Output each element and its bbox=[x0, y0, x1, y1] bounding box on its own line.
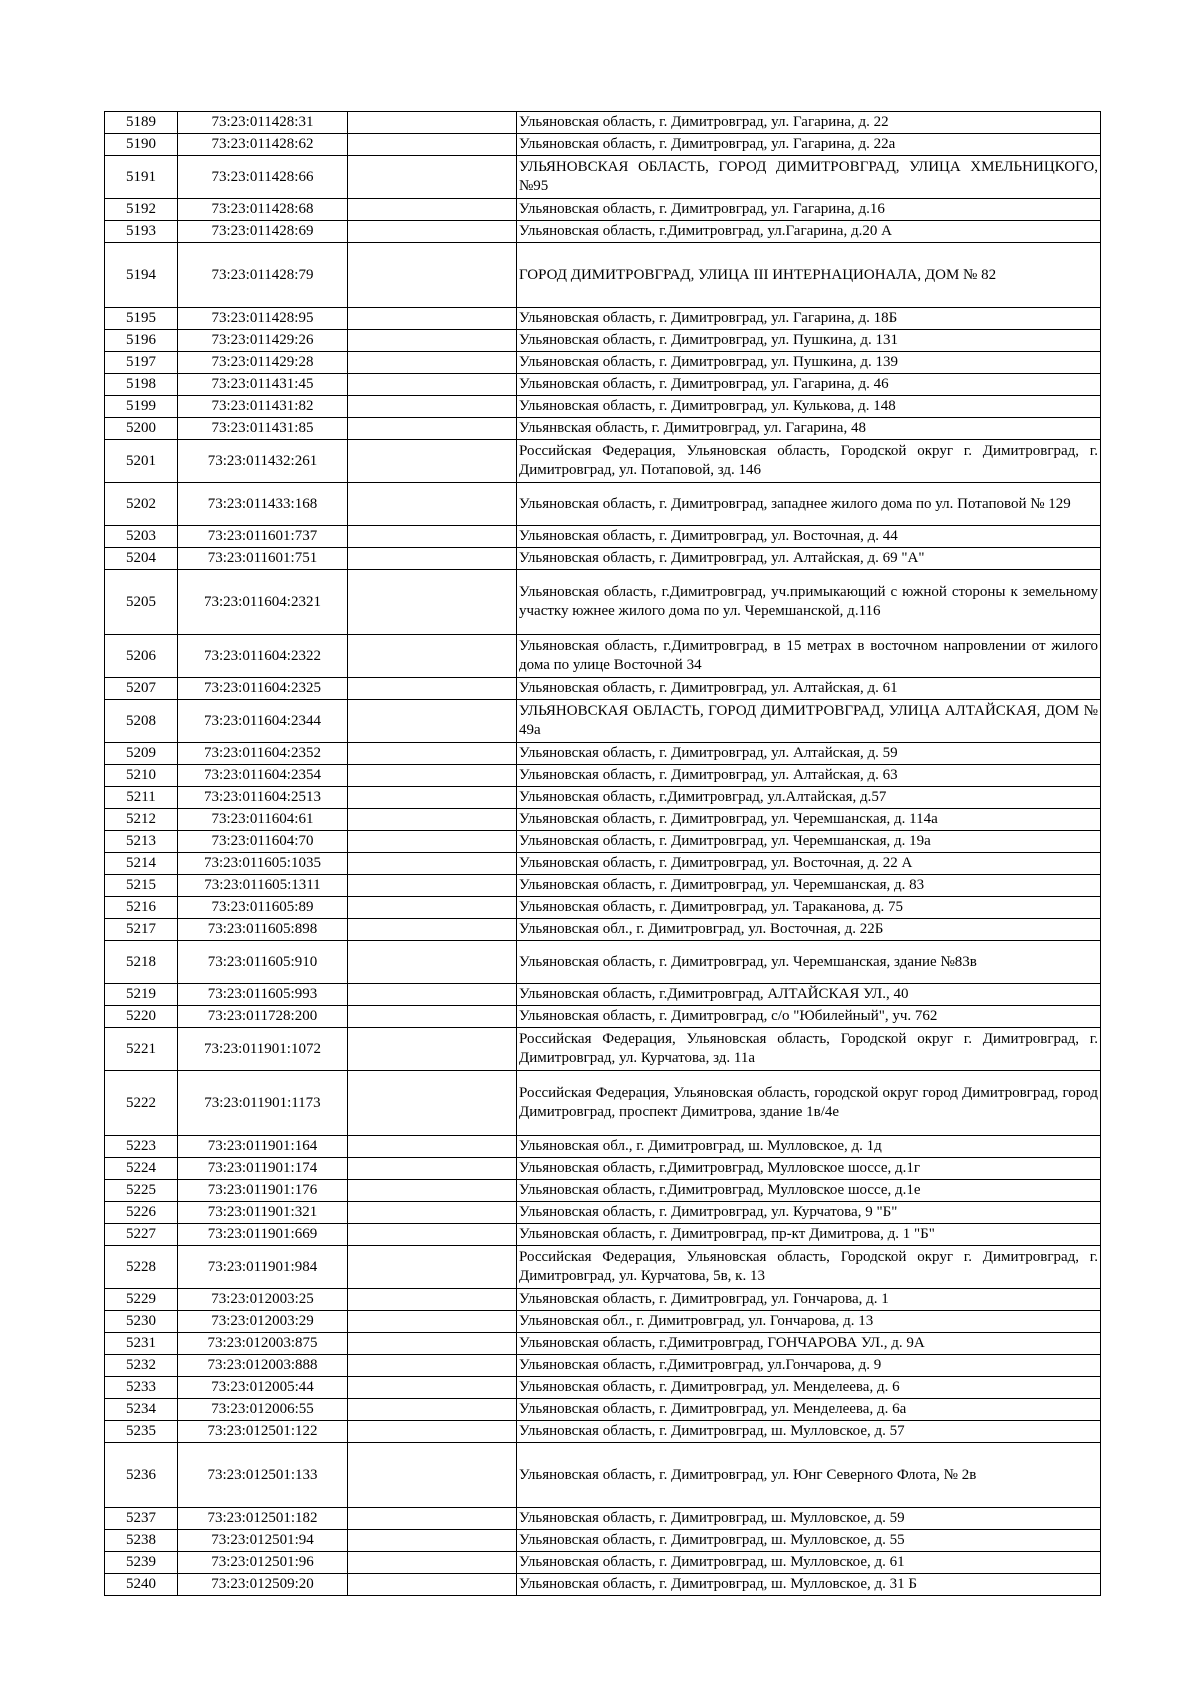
address-cell: Ульяновская область, г. Димитровград, ул. Черемшанская, здание №83в bbox=[517, 941, 1101, 984]
empty-cell bbox=[348, 1202, 517, 1224]
row-number-cell: 5197 bbox=[105, 352, 178, 374]
empty-cell bbox=[348, 1421, 517, 1443]
table-row bbox=[105, 156, 1101, 199]
table-row bbox=[105, 1530, 1101, 1552]
empty-cell bbox=[348, 831, 517, 853]
address-cell: Ульяновская область, г.Димитровград, ул.Гагарина, д.20 А bbox=[517, 221, 1101, 243]
cadastral-number-cell: 73:23:011605:1035 bbox=[178, 853, 348, 875]
cadastral-number-cell: 73:23:011901:176 bbox=[178, 1180, 348, 1202]
empty-cell bbox=[348, 875, 517, 897]
empty-cell bbox=[348, 1136, 517, 1158]
empty-cell bbox=[348, 570, 517, 635]
empty-cell bbox=[348, 1530, 517, 1552]
table-row bbox=[105, 418, 1101, 440]
empty-cell bbox=[348, 941, 517, 984]
empty-cell bbox=[348, 1508, 517, 1530]
empty-cell bbox=[348, 199, 517, 221]
empty-cell bbox=[348, 765, 517, 787]
cadastral-number-cell: 73:23:011428:79 bbox=[178, 243, 348, 308]
empty-cell bbox=[348, 1071, 517, 1136]
row-number-cell: 5231 bbox=[105, 1333, 178, 1355]
table-row bbox=[105, 1355, 1101, 1377]
table-row bbox=[105, 396, 1101, 418]
table-row bbox=[105, 1289, 1101, 1311]
address-cell: Ульяновская область, г. Димитровград, ул. Восточная, д. 44 bbox=[517, 526, 1101, 548]
row-number-cell: 5225 bbox=[105, 1180, 178, 1202]
table-row bbox=[105, 221, 1101, 243]
table-row bbox=[105, 1508, 1101, 1530]
row-number-cell: 5207 bbox=[105, 678, 178, 700]
cadastral-number-cell: 73:23:012501:182 bbox=[178, 1508, 348, 1530]
row-number-cell: 5218 bbox=[105, 941, 178, 984]
cadastral-number-cell: 73:23:011601:737 bbox=[178, 526, 348, 548]
address-cell: Ульяновская область, г. Димитровград, ул. Менделеева, д. 6 bbox=[517, 1377, 1101, 1399]
address-cell: Ульяновская область, г. Димитровград, западнее жилого дома по ул. Потаповой № 129 bbox=[517, 483, 1101, 526]
address-cell: Российская Федерация, Ульяновская область, городской округ город Димитровград, город Димитровград, проспект Димитрова, здание 1в/4е bbox=[517, 1071, 1101, 1136]
address-cell: Ульяновская область, г. Димитровград, ул. Черемшанская, д. 83 bbox=[517, 875, 1101, 897]
cadastral-number-cell: 73:23:011604:70 bbox=[178, 831, 348, 853]
cadastral-number-cell: 73:23:011431:45 bbox=[178, 374, 348, 396]
cadastral-number-cell: 73:23:011428:62 bbox=[178, 134, 348, 156]
empty-cell bbox=[348, 1028, 517, 1071]
cadastral-number-cell: 73:23:011604:61 bbox=[178, 809, 348, 831]
cadastral-number-cell: 73:23:011604:2352 bbox=[178, 743, 348, 765]
row-number-cell: 5224 bbox=[105, 1158, 178, 1180]
empty-cell bbox=[348, 1246, 517, 1289]
table-row bbox=[105, 743, 1101, 765]
row-number-cell: 5229 bbox=[105, 1289, 178, 1311]
address-cell: Ульяновская область, г. Димитровград, ул. Черемшанская, д. 114а bbox=[517, 809, 1101, 831]
empty-cell bbox=[348, 809, 517, 831]
cadastral-number-cell: 73:23:011429:26 bbox=[178, 330, 348, 352]
address-cell: Российская Федерация, Ульяновская область, Городской округ г. Димитровград, г. Димитровград, ул. Курчатова, 5в, к. 13 bbox=[517, 1246, 1101, 1289]
cadastral-number-cell: 73:23:012501:94 bbox=[178, 1530, 348, 1552]
address-cell: Ульяновская область, г.Димитровград, ГОНЧАРОВА УЛ., д. 9А bbox=[517, 1333, 1101, 1355]
address-cell: Ульяновская область, г. Димитровград, пр-кт Димитрова, д. 1 "Б" bbox=[517, 1224, 1101, 1246]
cadastral-number-cell: 73:23:011604:2513 bbox=[178, 787, 348, 809]
row-number-cell: 5199 bbox=[105, 396, 178, 418]
row-number-cell: 5190 bbox=[105, 134, 178, 156]
address-cell: УЛЬЯНОВСКАЯ ОБЛАСТЬ, ГОРОД ДИМИТРОВГРАД, УЛИЦА ХМЕЛЬНИЦКОГО, №95 bbox=[517, 156, 1101, 199]
address-cell: Ульяновская обл., г. Димитровград, ул. Восточная, д. 22Б bbox=[517, 919, 1101, 941]
row-number-cell: 5200 bbox=[105, 418, 178, 440]
row-number-cell: 5238 bbox=[105, 1530, 178, 1552]
table-row bbox=[105, 1574, 1101, 1596]
cadastral-number-cell: 73:23:011901:321 bbox=[178, 1202, 348, 1224]
table-row bbox=[105, 897, 1101, 919]
table-row bbox=[105, 134, 1101, 156]
empty-cell bbox=[348, 548, 517, 570]
row-number-cell: 5233 bbox=[105, 1377, 178, 1399]
address-cell: Ульяновская область, г. Димитровград, ул. Пушкина, д. 131 bbox=[517, 330, 1101, 352]
row-number-cell: 5194 bbox=[105, 243, 178, 308]
cadastral-number-cell: 73:23:011429:28 bbox=[178, 352, 348, 374]
empty-cell bbox=[348, 1333, 517, 1355]
row-number-cell: 5211 bbox=[105, 787, 178, 809]
cadastral-number-cell: 73:23:011605:993 bbox=[178, 984, 348, 1006]
cadastral-number-cell: 73:23:011604:2344 bbox=[178, 700, 348, 743]
row-number-cell: 5192 bbox=[105, 199, 178, 221]
empty-cell bbox=[348, 743, 517, 765]
row-number-cell: 5203 bbox=[105, 526, 178, 548]
table-row bbox=[105, 548, 1101, 570]
address-cell: Ульяновская область, г. Димитровград, ул. Гагарина, д.16 bbox=[517, 199, 1101, 221]
table-row bbox=[105, 941, 1101, 984]
empty-cell bbox=[348, 984, 517, 1006]
table-row bbox=[105, 1377, 1101, 1399]
address-cell: Ульяновская область, г. Димитровград, ш. Мулловское, д. 55 bbox=[517, 1530, 1101, 1552]
cadastral-number-cell: 73:23:012003:875 bbox=[178, 1333, 348, 1355]
address-cell: Ульяновская область, г.Димитровград, ул.Алтайская, д.57 bbox=[517, 787, 1101, 809]
address-cell: Ульяновская область, г. Димитровград, ш. Мулловское, д. 61 bbox=[517, 1552, 1101, 1574]
table-row bbox=[105, 787, 1101, 809]
empty-cell bbox=[348, 440, 517, 483]
table-row bbox=[105, 243, 1101, 308]
cadastral-number-cell: 73:23:012003:888 bbox=[178, 1355, 348, 1377]
table-row bbox=[105, 1071, 1101, 1136]
empty-cell bbox=[348, 352, 517, 374]
table-row bbox=[105, 809, 1101, 831]
table-row bbox=[105, 308, 1101, 330]
row-number-cell: 5226 bbox=[105, 1202, 178, 1224]
cadastral-number-cell: 73:23:011604:2325 bbox=[178, 678, 348, 700]
cadastral-number-cell: 73:23:011605:898 bbox=[178, 919, 348, 941]
row-number-cell: 5221 bbox=[105, 1028, 178, 1071]
cadastral-number-cell: 73:23:011431:85 bbox=[178, 418, 348, 440]
address-cell: Ульяновская область, г. Димитровград, ул. Пушкина, д. 139 bbox=[517, 352, 1101, 374]
table-row bbox=[105, 1333, 1101, 1355]
empty-cell bbox=[348, 1224, 517, 1246]
address-cell: Ульяновская обл., г. Димитровград, ш. Мулловское, д. 1д bbox=[517, 1136, 1101, 1158]
address-cell: Ульяновская область, г. Димитровград, ул. Черемшанская, д. 19а bbox=[517, 831, 1101, 853]
address-cell: Ульяновская область, г. Димитровград, ул. Тараканова, д. 75 bbox=[517, 897, 1101, 919]
cadastral-number-cell: 73:23:011604:2354 bbox=[178, 765, 348, 787]
row-number-cell: 5210 bbox=[105, 765, 178, 787]
row-number-cell: 5191 bbox=[105, 156, 178, 199]
empty-cell bbox=[348, 221, 517, 243]
address-cell: Ульяновская область, г. Димитровград, ул. Алтайская, д. 61 bbox=[517, 678, 1101, 700]
cadastral-number-cell: 73:23:011604:2322 bbox=[178, 635, 348, 678]
row-number-cell: 5196 bbox=[105, 330, 178, 352]
table-row bbox=[105, 678, 1101, 700]
table-row bbox=[105, 570, 1101, 635]
address-cell: Ульяновская область, г. Димитровград, ул. Алтайская, д. 59 bbox=[517, 743, 1101, 765]
row-number-cell: 5222 bbox=[105, 1071, 178, 1136]
address-cell: УЛЬЯНОВСКАЯ ОБЛАСТЬ, ГОРОД ДИМИТРОВГРАД, УЛИЦА АЛТАЙСКАЯ, ДОМ № 49а bbox=[517, 700, 1101, 743]
empty-cell bbox=[348, 678, 517, 700]
address-cell: Ульяновская область, г. Димитровград, ул. Гончарова, д. 1 bbox=[517, 1289, 1101, 1311]
address-cell: ГОРОД ДИМИТРОВГРАД, УЛИЦА III ИНТЕРНАЦИОНАЛА, ДОМ № 82 bbox=[517, 243, 1101, 308]
address-cell: Ульяновская область, г. Димитровград, ш. Мулловское, д. 57 bbox=[517, 1421, 1101, 1443]
cadastral-number-cell: 73:23:011901:164 bbox=[178, 1136, 348, 1158]
empty-cell bbox=[348, 243, 517, 308]
table-row bbox=[105, 635, 1101, 678]
cadastral-number-cell: 73:23:011428:95 bbox=[178, 308, 348, 330]
table-row bbox=[105, 440, 1101, 483]
row-number-cell: 5240 bbox=[105, 1574, 178, 1596]
table-row bbox=[105, 1202, 1101, 1224]
table-row bbox=[105, 700, 1101, 743]
register-table-body bbox=[105, 112, 1101, 1596]
address-cell: Ульяновская область, г. Димитровград, ул. Юнг Северного Флота, № 2в bbox=[517, 1443, 1101, 1508]
row-number-cell: 5205 bbox=[105, 570, 178, 635]
address-cell: Ульяновская область, г. Димитровград, ш. Мулловское, д. 59 bbox=[517, 1508, 1101, 1530]
table-row bbox=[105, 112, 1101, 134]
address-cell: Ульяновская область, г.Димитровград, АЛТАЙСКАЯ УЛ., 40 bbox=[517, 984, 1101, 1006]
empty-cell bbox=[348, 134, 517, 156]
empty-cell bbox=[348, 897, 517, 919]
table-row bbox=[105, 374, 1101, 396]
empty-cell bbox=[348, 1377, 517, 1399]
table-row bbox=[105, 1421, 1101, 1443]
row-number-cell: 5212 bbox=[105, 809, 178, 831]
table-row bbox=[105, 199, 1101, 221]
cadastral-number-cell: 73:23:011601:751 bbox=[178, 548, 348, 570]
address-cell: Ульяновская область, г.Димитровград, Мулловское шоссе, д.1г bbox=[517, 1158, 1101, 1180]
row-number-cell: 5239 bbox=[105, 1552, 178, 1574]
empty-cell bbox=[348, 853, 517, 875]
address-cell: Ульяновская область, г. Димитровград, ул. Восточная, д. 22 А bbox=[517, 853, 1101, 875]
address-cell: Ульяновская область, г. Димитровград, ул. Гагарина, д. 46 bbox=[517, 374, 1101, 396]
address-cell: Ульяновская область, г. Димитровград, ул. Алтайская, д. 63 bbox=[517, 765, 1101, 787]
empty-cell bbox=[348, 1158, 517, 1180]
empty-cell bbox=[348, 526, 517, 548]
empty-cell bbox=[348, 396, 517, 418]
table-row bbox=[105, 526, 1101, 548]
cadastral-number-cell: 73:23:012003:25 bbox=[178, 1289, 348, 1311]
cadastral-number-cell: 73:23:012509:20 bbox=[178, 1574, 348, 1596]
register-table bbox=[104, 111, 1101, 1596]
address-cell: Ульянвская область, г. Димитровград, ул. Гагарина, 48 bbox=[517, 418, 1101, 440]
cadastral-number-cell: 73:23:011605:910 bbox=[178, 941, 348, 984]
empty-cell bbox=[348, 1399, 517, 1421]
address-cell: Ульяновская область, г.Димитровград, уч.примыкающий с южной стороны к земельному участку южнее жилого дома по ул. Черемшанской, д.116 bbox=[517, 570, 1101, 635]
empty-cell bbox=[348, 156, 517, 199]
table-row bbox=[105, 919, 1101, 941]
empty-cell bbox=[348, 308, 517, 330]
address-cell: Ульяновская область, г. Димитровград, ул. Алтайская, д. 69 "А" bbox=[517, 548, 1101, 570]
empty-cell bbox=[348, 787, 517, 809]
table-row bbox=[105, 1158, 1101, 1180]
row-number-cell: 5223 bbox=[105, 1136, 178, 1158]
table-row bbox=[105, 1311, 1101, 1333]
row-number-cell: 5230 bbox=[105, 1311, 178, 1333]
empty-cell bbox=[348, 919, 517, 941]
address-cell: Ульяновская область, г.Димитровград, Мулловское шоссе, д.1е bbox=[517, 1180, 1101, 1202]
empty-cell bbox=[348, 1574, 517, 1596]
empty-cell bbox=[348, 1311, 517, 1333]
cadastral-number-cell: 73:23:011428:68 bbox=[178, 199, 348, 221]
cadastral-number-cell: 73:23:011901:984 bbox=[178, 1246, 348, 1289]
table-row bbox=[105, 1136, 1101, 1158]
table-row bbox=[105, 352, 1101, 374]
address-cell: Ульяновская область, г. Димитровград, ул. Гагарина, д. 22 bbox=[517, 112, 1101, 134]
cadastral-number-cell: 73:23:011605:89 bbox=[178, 897, 348, 919]
cadastral-number-cell: 73:23:011605:1311 bbox=[178, 875, 348, 897]
empty-cell bbox=[348, 483, 517, 526]
table-row bbox=[105, 1552, 1101, 1574]
cadastral-number-cell: 73:23:012003:29 bbox=[178, 1311, 348, 1333]
address-cell: Российская Федерация, Ульяновская область, Городской округ г. Димитровград, г. Димитровград, ул. Потаповой, зд. 146 bbox=[517, 440, 1101, 483]
address-cell: Ульяновская обл., г. Димитровград, ул. Гончарова, д. 13 bbox=[517, 1311, 1101, 1333]
table-row bbox=[105, 853, 1101, 875]
table-row bbox=[105, 875, 1101, 897]
table-row bbox=[105, 1180, 1101, 1202]
cadastral-number-cell: 73:23:011901:174 bbox=[178, 1158, 348, 1180]
table-row bbox=[105, 1246, 1101, 1289]
empty-cell bbox=[348, 635, 517, 678]
table-row bbox=[105, 984, 1101, 1006]
empty-cell bbox=[348, 112, 517, 134]
address-cell: Ульяновская область, г. Димитровград, ул. Гагарина, д. 18Б bbox=[517, 308, 1101, 330]
row-number-cell: 5198 bbox=[105, 374, 178, 396]
row-number-cell: 5217 bbox=[105, 919, 178, 941]
cadastral-number-cell: 73:23:011428:69 bbox=[178, 221, 348, 243]
row-number-cell: 5195 bbox=[105, 308, 178, 330]
row-number-cell: 5237 bbox=[105, 1508, 178, 1530]
cadastral-number-cell: 73:23:012501:133 bbox=[178, 1443, 348, 1508]
empty-cell bbox=[348, 1006, 517, 1028]
row-number-cell: 5220 bbox=[105, 1006, 178, 1028]
row-number-cell: 5204 bbox=[105, 548, 178, 570]
cadastral-number-cell: 73:23:011901:1072 bbox=[178, 1028, 348, 1071]
row-number-cell: 5215 bbox=[105, 875, 178, 897]
cadastral-number-cell: 73:23:011432:261 bbox=[178, 440, 348, 483]
address-cell: Российская Федерация, Ульяновская область, Городской округ г. Димитровград, г. Димитровград, ул. Курчатова, зд. 11а bbox=[517, 1028, 1101, 1071]
row-number-cell: 5235 bbox=[105, 1421, 178, 1443]
empty-cell bbox=[348, 330, 517, 352]
row-number-cell: 5206 bbox=[105, 635, 178, 678]
cadastral-number-cell: 73:23:012501:122 bbox=[178, 1421, 348, 1443]
address-cell: Ульяновская область, г.Димитровград, ул.Гончарова, д. 9 bbox=[517, 1355, 1101, 1377]
empty-cell bbox=[348, 1552, 517, 1574]
table-row bbox=[105, 1006, 1101, 1028]
cadastral-number-cell: 73:23:012501:96 bbox=[178, 1552, 348, 1574]
row-number-cell: 5219 bbox=[105, 984, 178, 1006]
table-row bbox=[105, 831, 1101, 853]
row-number-cell: 5193 bbox=[105, 221, 178, 243]
cadastral-number-cell: 73:23:011728:200 bbox=[178, 1006, 348, 1028]
row-number-cell: 5201 bbox=[105, 440, 178, 483]
table-row bbox=[105, 1443, 1101, 1508]
address-cell: Ульяновская область, г. Димитровград, ул. Кулькова, д. 148 bbox=[517, 396, 1101, 418]
address-cell: Ульяновская область, г. Димитровград, ш. Мулловское, д. 31 Б bbox=[517, 1574, 1101, 1596]
address-cell: Ульяновская область, г. Димитровград, ул. Менделеева, д. 6а bbox=[517, 1399, 1101, 1421]
address-cell: Ульяновская область, г. Димитровград, с/о "Юбилейный", уч. 762 bbox=[517, 1006, 1101, 1028]
table-row bbox=[105, 765, 1101, 787]
address-cell: Ульяновская область, г.Димитровград, в 15 метрах в восточном напровлении от жилого дома по улице Восточной 34 bbox=[517, 635, 1101, 678]
table-row bbox=[105, 1028, 1101, 1071]
table-row bbox=[105, 1224, 1101, 1246]
empty-cell bbox=[348, 1355, 517, 1377]
empty-cell bbox=[348, 1180, 517, 1202]
address-cell: Ульяновская область, г. Димитровград, ул. Курчатова, 9 "Б" bbox=[517, 1202, 1101, 1224]
row-number-cell: 5216 bbox=[105, 897, 178, 919]
cadastral-number-cell: 73:23:012006:55 bbox=[178, 1399, 348, 1421]
row-number-cell: 5208 bbox=[105, 700, 178, 743]
empty-cell bbox=[348, 1289, 517, 1311]
row-number-cell: 5214 bbox=[105, 853, 178, 875]
cadastral-number-cell: 73:23:011901:1173 bbox=[178, 1071, 348, 1136]
row-number-cell: 5202 bbox=[105, 483, 178, 526]
row-number-cell: 5232 bbox=[105, 1355, 178, 1377]
empty-cell bbox=[348, 374, 517, 396]
table-row bbox=[105, 330, 1101, 352]
address-cell: Ульяновская область, г. Димитровград, ул. Гагарина, д. 22а bbox=[517, 134, 1101, 156]
empty-cell bbox=[348, 1443, 517, 1508]
table-row bbox=[105, 483, 1101, 526]
cadastral-number-cell: 73:23:012005:44 bbox=[178, 1377, 348, 1399]
cadastral-number-cell: 73:23:011428:31 bbox=[178, 112, 348, 134]
row-number-cell: 5209 bbox=[105, 743, 178, 765]
cadastral-number-cell: 73:23:011431:82 bbox=[178, 396, 348, 418]
row-number-cell: 5228 bbox=[105, 1246, 178, 1289]
row-number-cell: 5236 bbox=[105, 1443, 178, 1508]
table-row bbox=[105, 1399, 1101, 1421]
cadastral-number-cell: 73:23:011433:168 bbox=[178, 483, 348, 526]
cadastral-number-cell: 73:23:011428:66 bbox=[178, 156, 348, 199]
row-number-cell: 5234 bbox=[105, 1399, 178, 1421]
row-number-cell: 5189 bbox=[105, 112, 178, 134]
empty-cell bbox=[348, 700, 517, 743]
row-number-cell: 5227 bbox=[105, 1224, 178, 1246]
empty-cell bbox=[348, 418, 517, 440]
cadastral-number-cell: 73:23:011604:2321 bbox=[178, 570, 348, 635]
row-number-cell: 5213 bbox=[105, 831, 178, 853]
cadastral-number-cell: 73:23:011901:669 bbox=[178, 1224, 348, 1246]
